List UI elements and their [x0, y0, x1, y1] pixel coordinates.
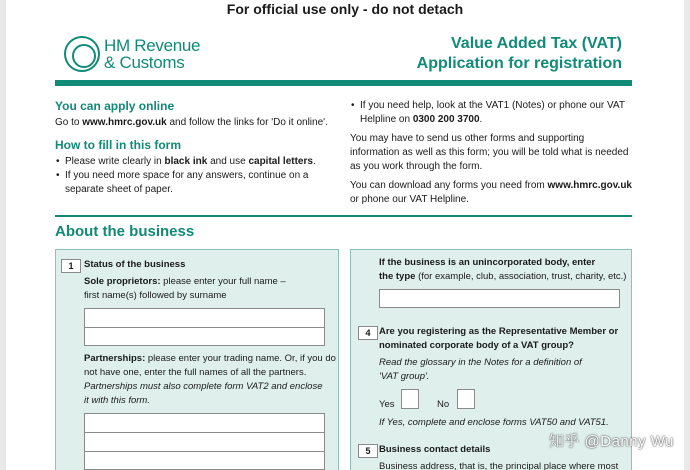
full-name-field-line-2[interactable] — [84, 327, 325, 346]
apply-online-heading: You can apply online — [55, 99, 175, 113]
download-text: You can download any forms you need from www.hmrc.gov.uk or phone our VAT Helpline. — [350, 180, 632, 205]
section-title: About the business — [55, 223, 195, 240]
crown-crest-icon — [64, 36, 100, 72]
body-type-field[interactable] — [379, 289, 620, 308]
unincorporated-body-label: If the business is an unincorporated body, enter the type (for example, club, association, trust, charity, etc.) — [379, 257, 627, 282]
q5-address-text: Business address, that is, the principal place where most — [379, 461, 619, 470]
watermark: 知乎 @Danny Wu — [548, 433, 674, 450]
partnership-instructions: Partnerships: please enter your trading name. Or, if you do not have one, enter the full names of all the partners. Partnerships must also complete form VAT2 and enclose it with this form. — [84, 353, 336, 406]
q4-if-yes-note: If Yes, complete and enclose forms VAT50 and VAT51. — [379, 417, 609, 428]
hmrc-logo — [64, 36, 214, 72]
question-number-5: 5 — [358, 444, 378, 458]
yes-checkbox[interactable] — [401, 389, 419, 409]
q5-heading: Business contact details — [379, 444, 491, 455]
question-number-1: 1 — [61, 259, 81, 273]
header-divider — [55, 80, 632, 86]
logo-line-1: HM Revenue — [104, 36, 201, 55]
form-title-line-2: Application for registration — [416, 55, 622, 72]
trading-name-field-line-3[interactable] — [84, 451, 325, 470]
hmrc-website-link[interactable]: www.hmrc.gov.uk — [82, 117, 167, 128]
left-question-panel — [55, 249, 339, 470]
q4-heading: Are you registering as the Representative Member or nominated corporate body of a VAT group? — [379, 326, 619, 351]
form-title — [417, 34, 622, 74]
page-edge-left — [0, 0, 6, 470]
logo-line-2: & Customs — [104, 53, 185, 72]
form-title-line-1: Value Added Tax (VAT) — [451, 35, 622, 52]
trading-name-field-line-1[interactable] — [84, 413, 325, 432]
apply-online-text: Go to www.hmrc.gov.uk and follow the links for 'Do it online'. — [55, 117, 328, 128]
yes-label: Yes — [379, 399, 395, 410]
trading-name-field-line-2[interactable] — [84, 432, 325, 451]
q4-note: Read the glossary in the Notes for a definition of 'VAT group'. — [379, 357, 582, 382]
official-use-banner: For official use only - do not detach — [226, 1, 464, 17]
list-item: • If you need more space for any answers, continue on a separate sheet of paper. — [55, 169, 340, 197]
list-item: • Please write clearly in black ink and use capital letters. — [55, 155, 340, 169]
how-to-fill-heading: How to fill in this form — [55, 138, 181, 152]
fill-instructions-list — [55, 155, 340, 197]
intro-right-column — [350, 99, 635, 212]
section-divider — [55, 215, 632, 217]
q1-heading: Status of the business — [84, 259, 186, 270]
download-website-link[interactable]: www.hmrc.gov.uk — [547, 180, 632, 191]
page-edge-right — [684, 0, 690, 470]
no-checkbox[interactable] — [457, 389, 475, 409]
help-text: • If you need help, look at the VAT1 (Notes) or phone our VAT Helpline on 0300 200 3700. — [350, 99, 635, 127]
question-number-4: 4 — [358, 326, 378, 340]
sole-proprietor-instructions: Sole proprietors: please enter your full name – first name(s) followed by surname — [84, 276, 286, 301]
full-name-field-line-1[interactable] — [84, 308, 325, 327]
helpline-number: 0300 200 3700 — [412, 114, 480, 125]
other-forms-text: You may have to send us other forms and supporting information as well as this form; you will be told what is needed as you work through the form. — [350, 133, 629, 172]
no-label: No — [437, 399, 450, 410]
intro-left-column — [55, 99, 340, 197]
